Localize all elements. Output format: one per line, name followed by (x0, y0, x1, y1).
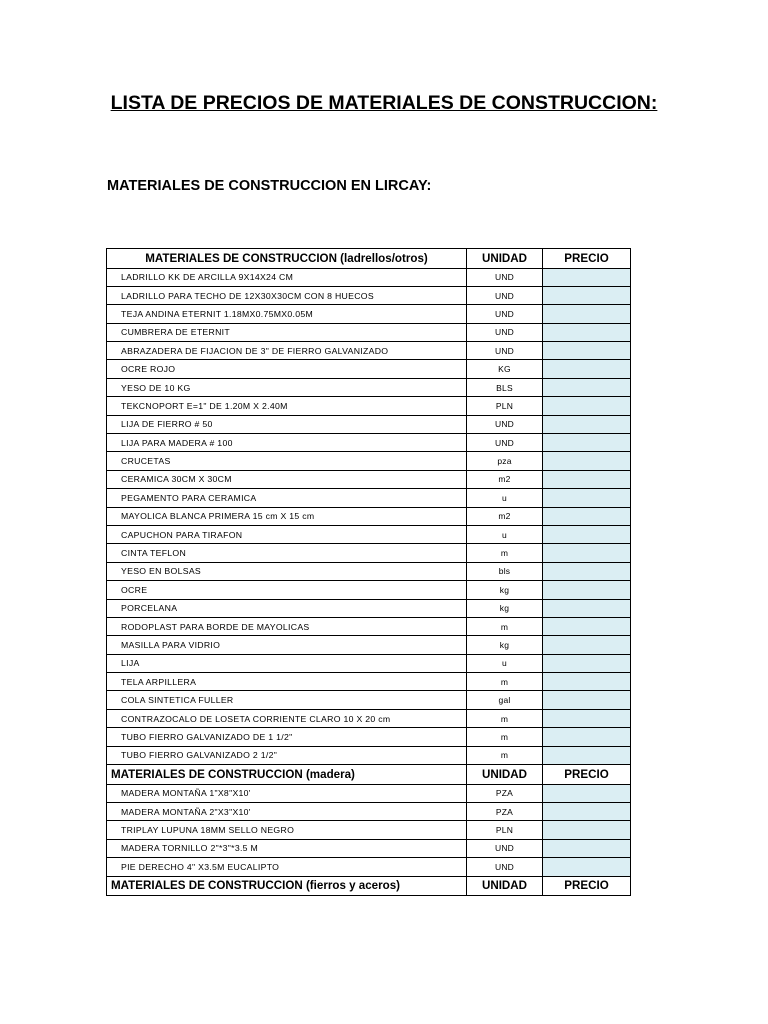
table-row (107, 581, 631, 599)
table-row (107, 360, 631, 378)
material-description: MADERA MONTAÑA 1"X8"X10' (107, 784, 467, 802)
material-unit: u (467, 654, 543, 672)
table-row (107, 802, 631, 820)
table-row (107, 397, 631, 415)
price-cell[interactable] (543, 802, 631, 820)
price-cell[interactable] (543, 268, 631, 286)
material-description: CINTA TEFLON (107, 544, 467, 562)
material-unit: PZA (467, 802, 543, 820)
material-description: OCRE (107, 581, 467, 599)
table-row (107, 286, 631, 304)
price-cell[interactable] (543, 305, 631, 323)
table-row (107, 709, 631, 727)
material-unit: PLN (467, 397, 543, 415)
price-cell[interactable] (543, 507, 631, 525)
material-unit: UND (467, 434, 543, 452)
table-row (107, 378, 631, 396)
material-description: PORCELANA (107, 599, 467, 617)
material-description: MASILLA PARA VIDRIO (107, 636, 467, 654)
table-row (107, 858, 631, 876)
table-row (107, 415, 631, 433)
table-row (107, 617, 631, 635)
unit-column-header: UNIDAD (467, 249, 543, 269)
material-description: YESO EN BOLSAS (107, 562, 467, 580)
material-description: CERAMICA 30CM X 30CM (107, 470, 467, 488)
price-cell[interactable] (543, 784, 631, 802)
section-heading: MATERIALES DE CONSTRUCCION (ladrellos/otros) (107, 249, 467, 269)
material-description: OCRE ROJO (107, 360, 467, 378)
material-description: TELA ARPILLERA (107, 673, 467, 691)
material-description: TRIPLAY LUPUNA 18MM SELLO NEGRO (107, 821, 467, 839)
material-unit: UND (467, 415, 543, 433)
table-row (107, 784, 631, 802)
material-unit: BLS (467, 378, 543, 396)
material-unit: UND (467, 305, 543, 323)
page-title: LISTA DE PRECIOS DE MATERIALES DE CONSTRUCCION: (110, 92, 658, 114)
section-header-row (107, 249, 631, 269)
price-cell[interactable] (543, 617, 631, 635)
material-description: RODOPLAST PARA BORDE DE MAYOLICAS (107, 617, 467, 635)
table-row (107, 673, 631, 691)
price-table (106, 248, 631, 896)
material-unit: UND (467, 342, 543, 360)
price-cell[interactable] (543, 654, 631, 672)
material-description: PEGAMENTO PARA CERAMICA (107, 489, 467, 507)
material-unit: m (467, 673, 543, 691)
material-description: MADERA TORNILLO 2"*3"*3.5 M (107, 839, 467, 857)
price-cell[interactable] (543, 525, 631, 543)
price-cell[interactable] (543, 452, 631, 470)
table-row (107, 470, 631, 488)
material-description: TEJA ANDINA ETERNIT 1.18MX0.75MX0.05M (107, 305, 467, 323)
material-unit: UND (467, 323, 543, 341)
price-cell[interactable] (543, 360, 631, 378)
material-unit: UND (467, 858, 543, 876)
price-cell[interactable] (543, 673, 631, 691)
material-unit: kg (467, 599, 543, 617)
section-heading: MATERIALES DE CONSTRUCCION (madera) (107, 765, 467, 785)
material-unit: kg (467, 581, 543, 599)
price-cell[interactable] (543, 434, 631, 452)
price-cell[interactable] (543, 858, 631, 876)
price-cell[interactable] (543, 581, 631, 599)
table-row (107, 691, 631, 709)
table-row (107, 636, 631, 654)
price-cell[interactable] (543, 397, 631, 415)
table-row (107, 305, 631, 323)
table-row (107, 489, 631, 507)
price-cell[interactable] (543, 544, 631, 562)
unit-column-header: UNIDAD (467, 765, 543, 785)
price-cell[interactable] (543, 599, 631, 617)
material-description: TUBO FIERRO GALVANIZADO DE 1 1/2" (107, 728, 467, 746)
material-unit: UND (467, 286, 543, 304)
table-row (107, 821, 631, 839)
table-row (107, 452, 631, 470)
price-cell[interactable] (543, 636, 631, 654)
price-column-header: PRECIO (543, 765, 631, 785)
material-description: TUBO FIERRO GALVANIZADO 2 1/2" (107, 746, 467, 764)
material-description: LIJA PARA MADERA # 100 (107, 434, 467, 452)
table-row (107, 507, 631, 525)
price-cell[interactable] (543, 691, 631, 709)
material-unit: gal (467, 691, 543, 709)
material-unit: pza (467, 452, 543, 470)
material-unit: kg (467, 636, 543, 654)
material-description: COLA SINTETICA FULLER (107, 691, 467, 709)
price-cell[interactable] (543, 821, 631, 839)
price-cell[interactable] (543, 415, 631, 433)
material-unit: u (467, 489, 543, 507)
price-column-header: PRECIO (543, 249, 631, 269)
table-row (107, 599, 631, 617)
table-row (107, 839, 631, 857)
table-row (107, 654, 631, 672)
material-unit: PZA (467, 784, 543, 802)
table-row (107, 434, 631, 452)
material-description: MAYOLICA BLANCA PRIMERA 15 cm X 15 cm (107, 507, 467, 525)
table-row (107, 728, 631, 746)
price-table-body (107, 249, 631, 896)
material-unit: m2 (467, 470, 543, 488)
material-description: PIE DERECHO 4" X3.5M EUCALIPTO (107, 858, 467, 876)
material-description: CUMBRERA DE ETERNIT (107, 323, 467, 341)
price-cell[interactable] (543, 378, 631, 396)
table-row (107, 544, 631, 562)
section-header-row (107, 765, 631, 785)
material-description: MADERA MONTAÑA 2"X3"X10' (107, 802, 467, 820)
price-cell[interactable] (543, 323, 631, 341)
material-unit: m (467, 617, 543, 635)
section-heading: MATERIALES DE CONSTRUCCION (fierros y aceros) (107, 876, 467, 896)
price-cell[interactable] (543, 728, 631, 746)
material-unit: m2 (467, 507, 543, 525)
material-description: CAPUCHON PARA TIRAFON (107, 525, 467, 543)
material-unit: bls (467, 562, 543, 580)
section-header-row (107, 876, 631, 896)
price-cell[interactable] (543, 286, 631, 304)
table-row (107, 746, 631, 764)
price-column-header: PRECIO (543, 876, 631, 896)
material-description: ABRAZADERA DE FIJACION DE 3" DE FIERRO GALVANIZADO (107, 342, 467, 360)
table-row (107, 525, 631, 543)
material-unit: UND (467, 268, 543, 286)
price-cell[interactable] (543, 746, 631, 764)
material-description: CONTRAZOCALO DE LOSETA CORRIENTE CLARO 10 X 20 cm (107, 709, 467, 727)
price-cell[interactable] (543, 709, 631, 727)
unit-column-header: UNIDAD (467, 876, 543, 896)
section-subtitle: MATERIALES DE CONSTRUCCION EN LIRCAY: (107, 178, 432, 194)
table-row (107, 323, 631, 341)
material-description: YESO DE 10 KG (107, 378, 467, 396)
material-unit: PLN (467, 821, 543, 839)
price-cell[interactable] (543, 342, 631, 360)
table-row (107, 562, 631, 580)
material-unit: m (467, 709, 543, 727)
material-unit: u (467, 525, 543, 543)
material-description: LADRILLO PARA TECHO DE 12X30X30CM CON 8 HUECOS (107, 286, 467, 304)
material-description: CRUCETAS (107, 452, 467, 470)
material-description: LIJA DE FIERRO # 50 (107, 415, 467, 433)
price-cell[interactable] (543, 839, 631, 857)
material-description: TEKCNOPORT E=1" DE 1.20M X 2.40M (107, 397, 467, 415)
material-description: LIJA (107, 654, 467, 672)
material-unit: m (467, 544, 543, 562)
table-row (107, 268, 631, 286)
material-unit: m (467, 728, 543, 746)
price-cell[interactable] (543, 470, 631, 488)
price-cell[interactable] (543, 489, 631, 507)
material-unit: UND (467, 839, 543, 857)
table-row (107, 342, 631, 360)
price-cell[interactable] (543, 562, 631, 580)
material-description: LADRILLO KK DE ARCILLA 9X14X24 CM (107, 268, 467, 286)
material-unit: m (467, 746, 543, 764)
material-unit: KG (467, 360, 543, 378)
